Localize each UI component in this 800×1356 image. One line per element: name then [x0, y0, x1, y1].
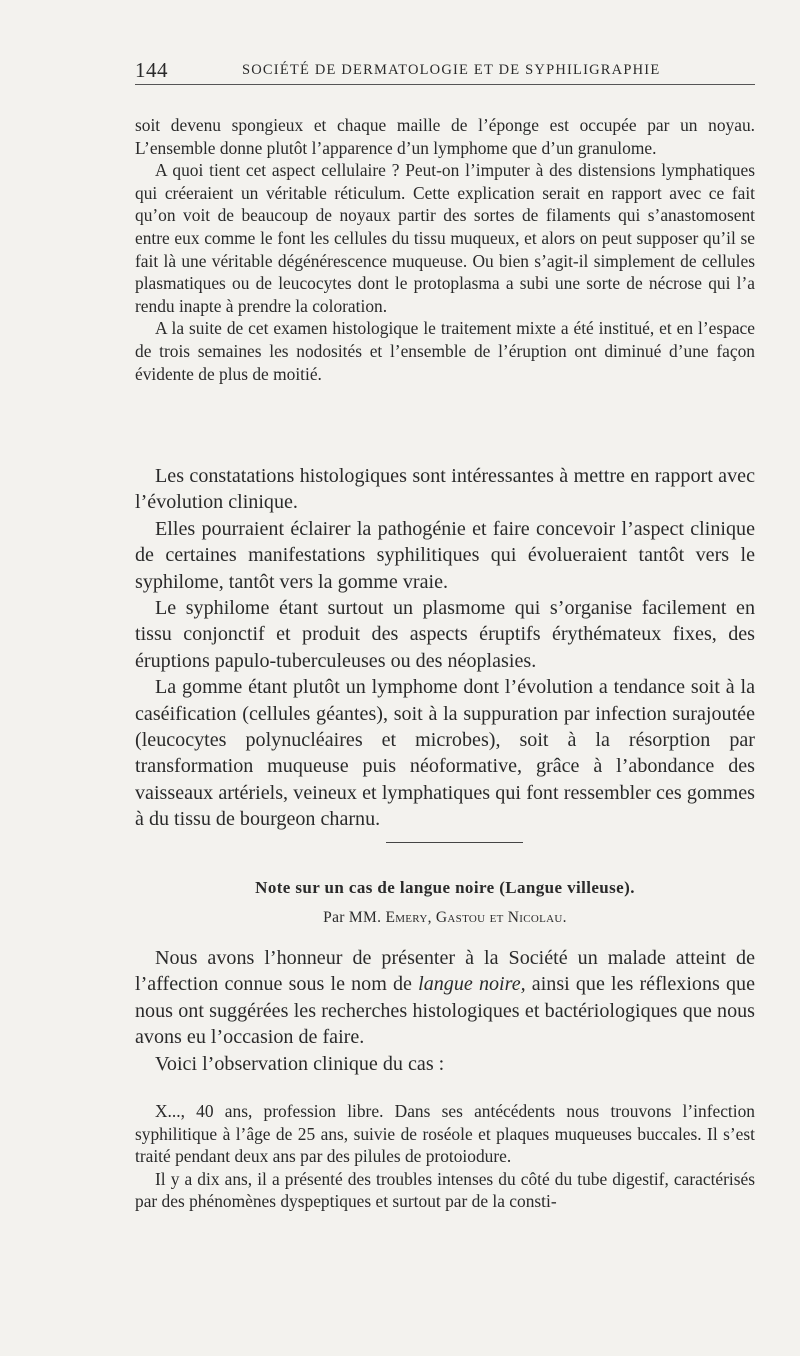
histology-section	[135, 114, 755, 385]
author-names: Emery, Gastou et Nicolau.	[385, 909, 567, 926]
text-run: ainsi que les réflexions que nous ont suggérées les recherches histologiques et bactériologiques que nous avons eu l’occasion de faire.	[135, 973, 755, 1049]
paragraph: A quoi tient cet aspect cellulaire ? Peut-on l’imputer à des distensions lymphatiques qui créeraient un véritable réticulum. Cette explication serait en rapport avec ce fait qu’on voit de beaucoup de noyaux partir des sortes de filaments qui s’anastomosent entre eux comme le font les cellules du tissu muqueux, et alors on peut supposer qu’il se fait là une véritable dégénérescence muqueuse. Ou bien s’agit-il simplement de cellules plasmatiques ou de leucocytes dont le protoplasma a subi une sorte de nécrose qui l’a rendu inapte à prendre la coloration.	[135, 160, 755, 316]
paragraph: Elles pourraient éclairer la pathogénie et faire concevoir l’aspect clinique de certaines manifestations syphilitiques qui évolueraient tantôt vers le syphilome, tantôt vers la gomme vraie.	[135, 517, 755, 593]
section-divider	[386, 842, 523, 843]
paragraph: Voici l’observation clinique du cas :	[155, 1052, 445, 1075]
page-number: 144	[135, 58, 168, 82]
observation-section	[135, 1100, 755, 1213]
conclusions-section	[135, 463, 755, 833]
running-header	[135, 58, 755, 85]
paragraph: Le syphilome étant surtout un plasmome qui s’organise facilement en tissu conjonctif et produit des aspects éruptifs érythémateux fixes, des éruptions papulo-tuberculeuses ou des néoplasies.	[135, 597, 755, 672]
paragraph	[135, 945, 755, 1051]
byline-prefix: Par MM.	[323, 909, 386, 926]
italic-term: langue noire,	[418, 973, 526, 996]
paragraph: A la suite de cet examen histologique le traitement mixte a été institué, et en l’espace de trois semaines les nodosités et l’ensemble de l’éruption ont diminué d’une façon évidente de plus de moitié.	[135, 318, 755, 384]
paragraph: La gomme étant plutôt un lymphome dont l’évolution a tendance soit à la caséification (cellules géantes), soit à la suppuration par infection surajoutée (leucocytes polynucléaires et microbes), soit à la résorption par transformation muqueuse puis néoformative, grâce à l’abondance des vaisseaux artériels, veineux et lymphatiques qui font ressembler ces gommes à du tissu de bourgeon charnu.	[135, 676, 755, 831]
text-run: Nous avons l’honneur de présenter à la Société un malade atteint de l’affection connue sous le nom de	[135, 947, 755, 996]
introduction-section	[135, 945, 755, 1077]
paragraph: Il y a dix ans, il a présenté des troubles intenses du côté du tube digestif, caractérisés par des phénomènes dyspeptiques et surtout par de la consti-	[135, 1168, 755, 1212]
paragraph: Les constatations histologiques sont intéressantes à mettre en rapport avec l’évolution clinique.	[135, 465, 755, 514]
note-title: Note sur un cas de langue noire (Langue villeuse).	[255, 878, 635, 897]
paragraph: soit devenu spongieux et chaque maille de l’éponge est occupée par un noyau. L’ensemble donne plutôt l’apparence d’un lymphome que d’un granulome.	[135, 115, 755, 158]
running-title: SOCIÉTÉ DE DERMATOLOGIE ET DE SYPHILIGRAPHIE	[242, 62, 661, 78]
author-byline	[135, 909, 755, 927]
paragraph: X..., 40 ans, profession libre. Dans ses antécédents nous trouvons l’infection syphilitique à l’âge de 25 ans, suivie de roséole et plaques muqueuses buccales. Il s’est traité pendant deux ans par des pilules de protoiodure.	[135, 1101, 755, 1167]
